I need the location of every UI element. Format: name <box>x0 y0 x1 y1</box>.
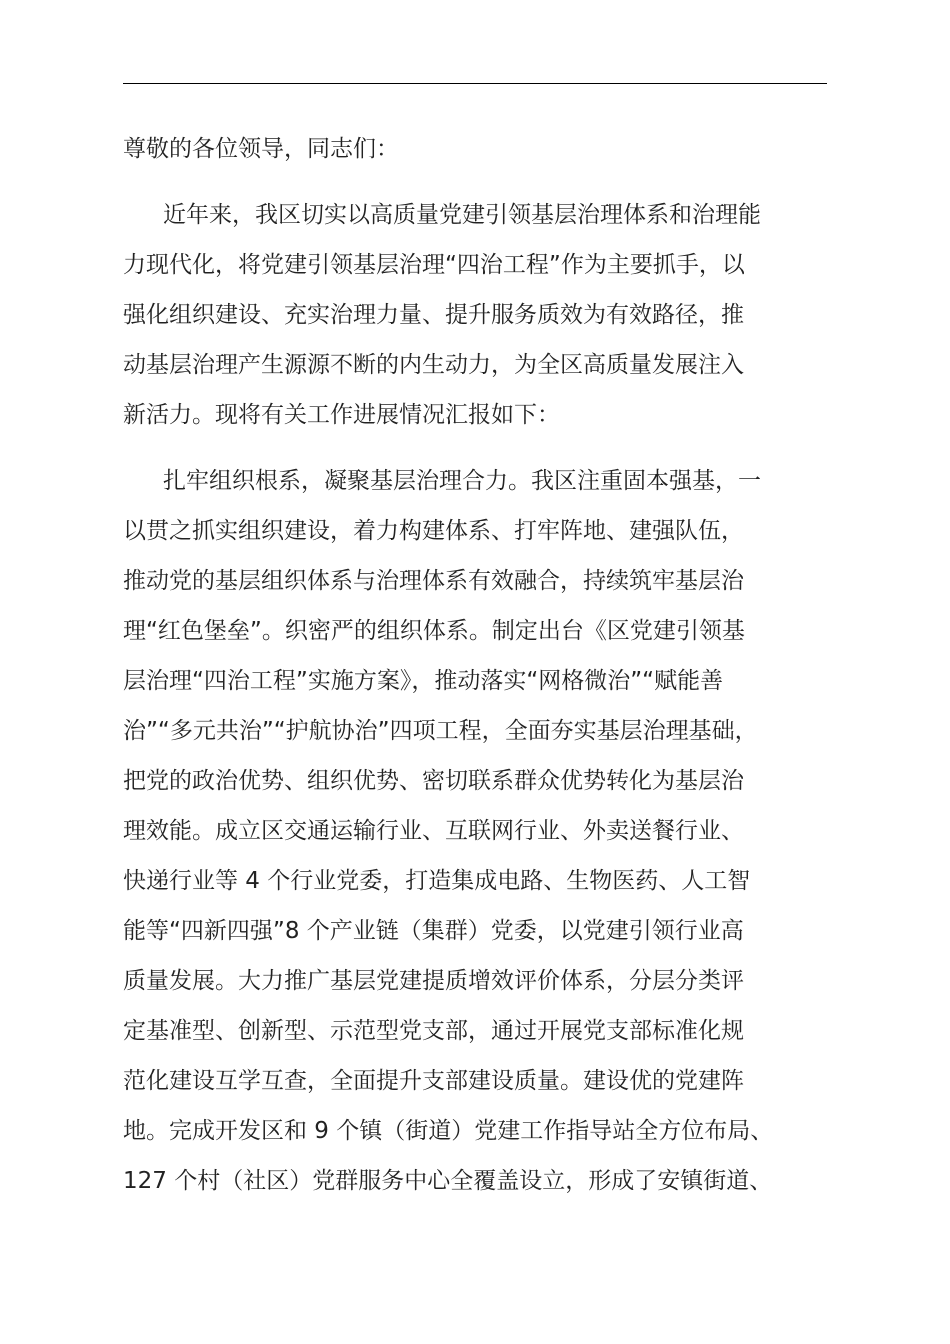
paragraph-organization <box>123 456 829 1206</box>
text-line: 以贯之抓实组织建设，着力构建体系、打牢阵地、建强队伍， <box>123 518 744 544</box>
text-line: 力现代化，将党建引领基层治理“四治工程”作为主要抓手，以 <box>123 252 745 278</box>
text-line: 范化建设互学互查，全面提升支部建设质量。建设优的党建阵 <box>123 1068 744 1094</box>
text-line: 理效能。成立区交通运输行业、互联网行业、外卖送餐行业、 <box>123 818 744 844</box>
text-line: 把党的政治优势、组织优势、密切联系群众优势转化为基层治 <box>123 768 744 794</box>
text-line: 治”“多元共治”“护航协治”四项工程，全面夯实基层治理基础， <box>123 718 758 744</box>
text-line: 质量发展。大力推广基层党建提质增效评价体系，分层分类评 <box>123 968 744 994</box>
header-rule <box>123 83 827 84</box>
text-line: 层治理“四治工程”实施方案》，推动落实“网格微治”“赋能善 <box>123 668 724 694</box>
text-line: 地。完成开发区和 9 个镇（街道）党建工作指导站全方位布局、 <box>123 1118 774 1144</box>
text-line: 扎牢组织根系，凝聚基层治理合力。我区注重固本强基，一 <box>163 468 761 494</box>
text-line: 快递行业等 4 个行业党委，打造集成电路、生物医药、人工智 <box>123 868 751 894</box>
text-line: 近年来，我区切实以高质量党建引领基层治理体系和治理能 <box>163 202 761 228</box>
salutation: 尊敬的各位领导，同志们： <box>123 136 399 162</box>
text-line: 理“红色堡垒”。织密严的组织体系。制定出台《区党建引领基 <box>123 618 745 644</box>
document-body <box>123 124 829 1222</box>
text-line: 强化组织建设、充实治理力量、提升服务质效为有效路径，推 <box>123 302 744 328</box>
text-line: 动基层治理产生源源不断的内生动力，为全区高质量发展注入 <box>123 352 744 378</box>
text-line: 定基准型、创新型、示范型党支部，通过开展党支部标准化规 <box>123 1018 744 1044</box>
paragraph-intro <box>123 190 829 440</box>
text-line: 推动党的基层组织体系与治理体系有效融合，持续筑牢基层治 <box>123 568 744 594</box>
text-line: 127 个村（社区）党群服务中心全覆盖设立，形成了安镇街道、 <box>123 1168 773 1194</box>
text-line: 能等“四新四强”8 个产业链（集群）党委，以党建引领行业高 <box>123 918 744 944</box>
text-line: 新活力。现将有关工作进展情况汇报如下： <box>123 402 560 428</box>
